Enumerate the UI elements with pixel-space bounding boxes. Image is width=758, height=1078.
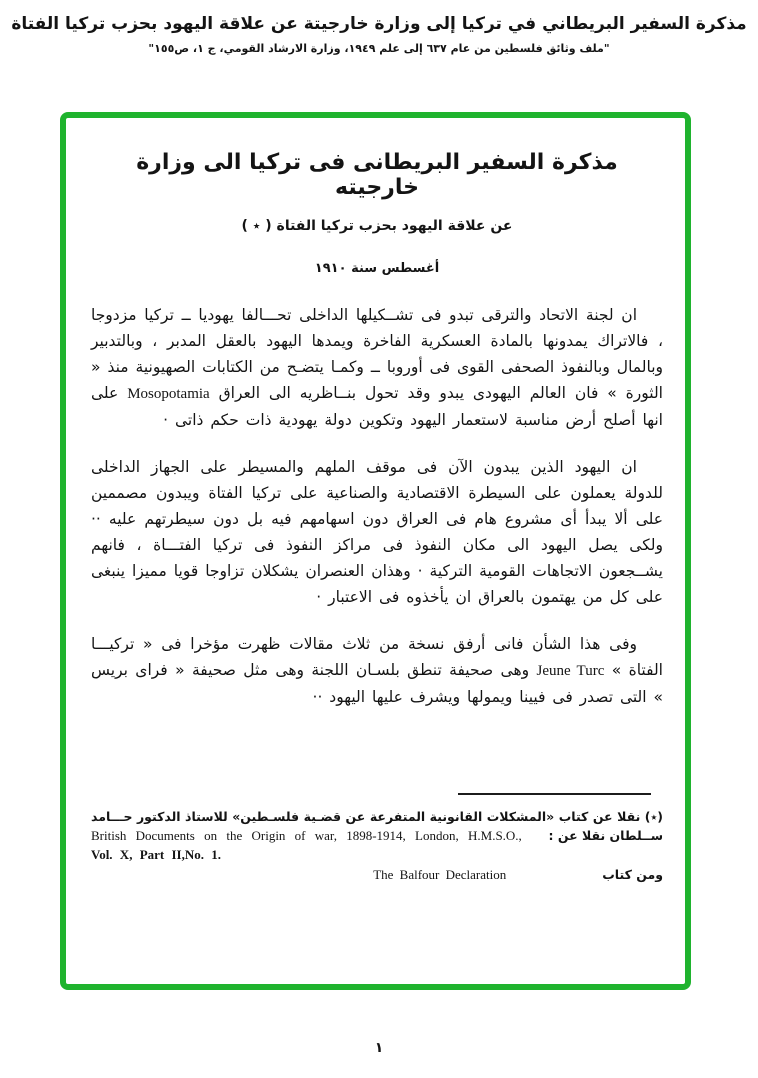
paragraph-3-arabic-a: وفى هذا الشأن فانى أرفق نسخة من ثلاث مقالات ظهرت مؤخرا فى « تركيـــا الفتاة »: [91, 634, 663, 679]
paragraph-3-latin-word: Jeune Turc: [536, 662, 605, 679]
paragraph-3: [91, 631, 663, 710]
paragraph-1-latin-word: Mosopotamia: [127, 385, 210, 402]
green-frame: [60, 112, 691, 990]
paragraph-2: [91, 454, 663, 610]
paragraph-1-arabic-a: ان لجنة الاتحاد والترقى تبدو فى تشــكيلها الداخلى تحـــالفا يهوديا ــ تركيا مزدوجا ، فالاتراك يمدونها بالمادة العسكرية الفاخرة ويمدها اليهود بالعقل المدبر ، وبالتدبير وبالمال وبالنفوذ الصحفى القوى فى أوروبا ــ وكمـا يتضـح من الكتابات الصهيونية منذ « الثورة » فان العالم اليهودى يبدو وقد تحول بنــاظريه الى العراق: [91, 305, 663, 402]
footnote-line-4-arabic: ومن كتاب: [602, 867, 663, 882]
footnote-separator-rule: [458, 793, 651, 795]
doc-header-title: مذكرة السفير البريطاني في تركيا إلى وزارة خارجيتة عن علاقة اليهود بحزب تركيا الفتاة: [11, 14, 747, 34]
memo-title: مذكرة السفير البريطانى فى تركيا الى وزارة خارجيته: [136, 150, 618, 200]
footnote: [91, 793, 663, 884]
doc-header-source: "ملف وثائق فلسطين من عام ٦٣٧ إلى علم ١٩٤٩، وزارة الارشاد القومي، ج ١، ص١٥٥": [148, 42, 610, 55]
paragraph-3-arabic-b: وهى صحيفة تنطق بلسـان اللجنة وهى مثل صحيفة « فراى بريس » التى تصدر فى فيينا ويمولها ويشرف عليها اليهود ··: [91, 660, 663, 706]
paragraph-1: [91, 302, 663, 433]
memo-subtitle: عن علاقة اليهود بحزب تركيا الفتاة ( ٭ ): [241, 218, 513, 234]
footnote-line-2-arabic: ســلطان نقلا عن :: [548, 828, 663, 843]
footnote-line-1: (٭) نقلا عن كتاب «المشكلات القانونية المتفرعة عن قضـية فلسـطين» للاستاذ الدكتور حـــامد: [91, 809, 663, 824]
page-number: ١: [374, 1040, 384, 1056]
footnote-line-3: Vol. X, Part II,No. 1.: [91, 847, 221, 862]
footnote-line-2-english: British Documents on the Origin of war, 1898-1914, London, H.M.S.O.,: [91, 828, 522, 843]
footnote-line-4: [91, 865, 663, 884]
footnote-line-2: [91, 826, 663, 845]
paragraph-2-arabic: ان اليهود الذين يبدون الآن فى موقف الملهم والمسيطر على الجهاز الداخلى للدولة يعملون على السيطرة الاقتصادية والصناعية على تركيا الفتاة ويبدون مصممين على ألا يبدأ أى مشروع هام فى العراق دون اسهامهم فيه بل دون سيطرتهم عليه ·· ولكى يصل اليهود الى مكان النفوذ فى مراكز النفوذ فى تركيا الفتـــاة ، فانهم يشــجعون الاتجاهات القومية التركية · وهذان العنصران يشكلان تزاوجا قويا مميزا ينبغى على كل من يهتمون بالعراق ان يأخذوه فى الاعتبار ·: [91, 457, 663, 606]
doc-header: [0, 14, 758, 55]
paragraph-1-arabic-b: على انها أصلح أرض مناسبة لاستعمار اليهود وتكوين دولة يهودية ذات حكم ذاتى ·: [91, 383, 663, 429]
footnote-line-4-english: The Balfour Declaration: [373, 867, 507, 882]
memo-date: أغسطس سنة ١٩١٠: [314, 260, 440, 276]
